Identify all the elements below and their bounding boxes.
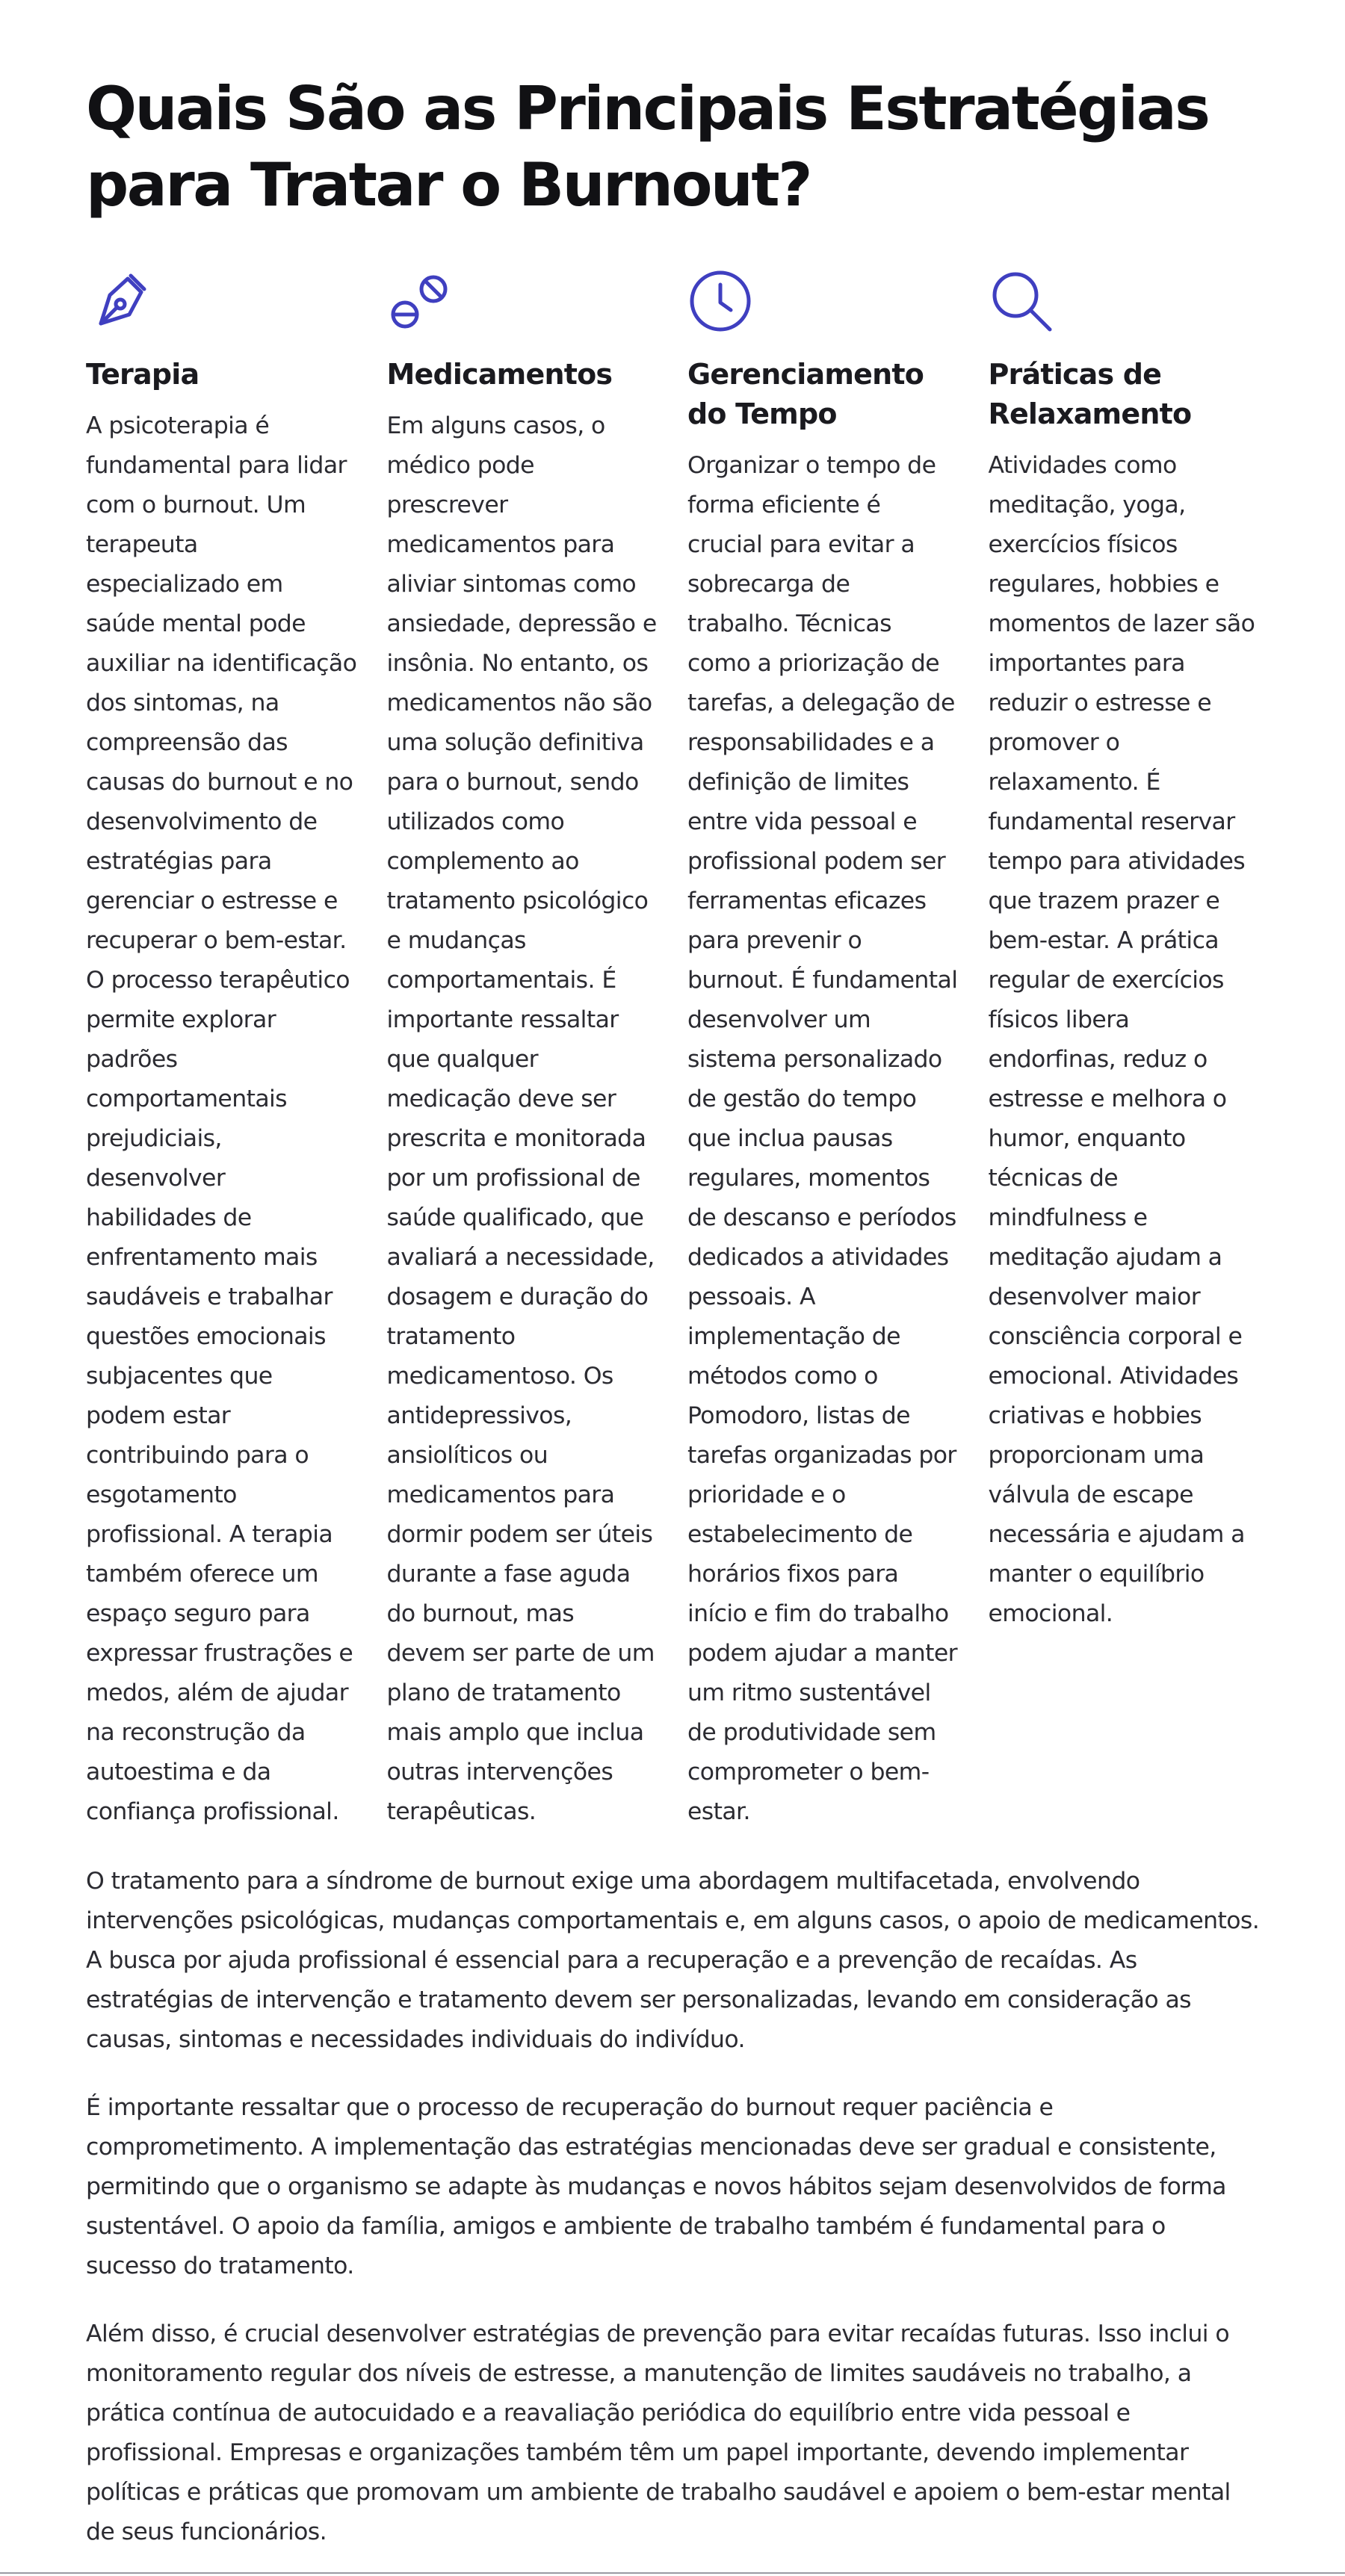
magnifier-icon [989,268,1054,334]
card-title: Práticas de Relaxamento [988,358,1192,430]
card-text: Organizar o tempo de forma eficiente é crucial para evitar a sobrecarga de trabalho. Técnicas como a priorização de tarefas, a delegação de responsabilidades e a definição de limites entre vida pessoal e profissional podem ser ferramentas eficazes para prevenir o burnout. É fundamental desenvolver um sistema personalizado de gestão do tempo que inclua pausas regulares, momentos de descanso e períodos dedicados a atividades pessoais. A implementação de métodos como o Pomodoro, listas de tarefas organizadas por prioridade e o estabelecimento de horários fixos para início e fim do trabalho podem ajudar a manter um ritmo sustentável de produtividade sem comprometer o bem-estar. [687,452,958,1825]
pen-nib-icon [86,268,152,334]
pills-icon [387,268,453,334]
clock-icon [687,268,753,334]
card-text: Em alguns casos, o médico pode prescrever medicamentos para aliviar sintomas como ansiedade, depressão e insônia. No entanto, os medicamentos não são uma solução definitiva para o burnout, sendo utilizados como complemento ao tratamento psicológico e mudanças comportamentais. É importante ressaltar que qualquer medicação deve ser prescrita e monitorada por um profissional de saúde qualificado, que avaliará a necessidade, dosagem e duração do tratamento medicamentoso. Os antidepressivos, ansiolíticos ou medicamentos para dormir podem ser úteis durante a fase aguda do burnout, mas devem ser parte de um plano de tratamento mais amplo que inclua outras intervenções terapêuticas. [386,412,657,1825]
card-text: Atividades como meditação, yoga, exercícios físicos regulares, hobbies e momentos de lazer são importantes para reduzir o estresse e promover o relaxamento. É fundamental reservar tempo para atividades que trazem prazer e bem-estar. A prática regular de exercícios físicos libera endorfinas, reduz o estresse e melhora o humor, enquanto técnicas de mindfulness e meditação ajudam a desenvolver maior consciência corporal e emocional. Atividades criativas e hobbies proporcionam uma válvula de escape necessária e ajudam a manter o equilíbrio emocional. [988,452,1255,1627]
strategy-card-praticas-de-relaxamento [989,268,1260,1832]
bottom-divider [0,2572,1345,2574]
card-title: Gerenciamento do Tempo [687,358,924,430]
strategy-card-medicamentos [387,268,658,1832]
conclusion-text [86,1862,1263,2552]
card-title: Medicamentos [386,358,613,391]
paragraph: É importante ressaltar que o processo de recuperação do burnout requer paciência e comprometimento. A implementação das estratégias mencionadas deve ser gradual e consistente, permitindo que o organismo se adapte às mudanças e novos hábitos sejam desenvolvidos de forma sustentável. O apoio da família, amigos e ambiente de trabalho também é fundamental para o sucesso do tratamento. [86,2094,1226,2279]
article [86,71,1259,2576]
strategy-card-gerenciamento-do-tempo [687,268,959,1832]
paragraph: O tratamento para a síndrome de burnout exige uma abordagem multifacetada, envolvendo intervenções psicológicas, mudanças comportamentais e, em alguns casos, o apoio de medicamentos. A busca por ajuda profissional é essencial para a recuperação e a prevenção de recaídas. As estratégias de intervenção e tratamento devem ser personalizadas, levando em consideração as causas, sintomas e necessidades individuais do indivíduo. [86,1868,1260,2053]
page-title: Quais São as Principais Estratégias para Tratar o Burnout? [86,74,1209,220]
card-text: A psicoterapia é fundamental para lidar com o burnout. Um terapeuta especializado em saúde mental pode auxiliar na identificação dos sintomas, na compreensão das causas do burnout e no desenvolvimento de estratégias para gerenciar o estresse e recuperar o bem-estar. O processo terapêutico permite explorar padrões comportamentais prejudiciais, desenvolver habilidades de enfrentamento mais saudáveis e trabalhar questões emocionais subjacentes que podem estar contribuindo para o esgotamento profissional. A terapia também oferece um espaço seguro para expressar frustrações e medos, além de ajudar na reconstrução da autoestima e da confiança profissional. [86,412,357,1825]
paragraph: Além disso, é crucial desenvolver estratégias de prevenção para evitar recaídas futuras. Isso inclui o monitoramento regular dos níveis de estresse, a manutenção de limites saudáveis no trabalho, a prática contínua de autocuidado e a reavaliação periódica do equilíbrio entre vida pessoal e profissional. Empresas e organizações também têm um papel importante, devendo implementar políticas e práticas que promovam um ambiente de trabalho saudável e apoiem o bem-estar mental de seus funcionários. [86,2320,1231,2545]
strategy-card-terapia [86,268,357,1832]
strategy-cards [86,268,1259,1832]
card-title: Terapia [86,358,200,391]
